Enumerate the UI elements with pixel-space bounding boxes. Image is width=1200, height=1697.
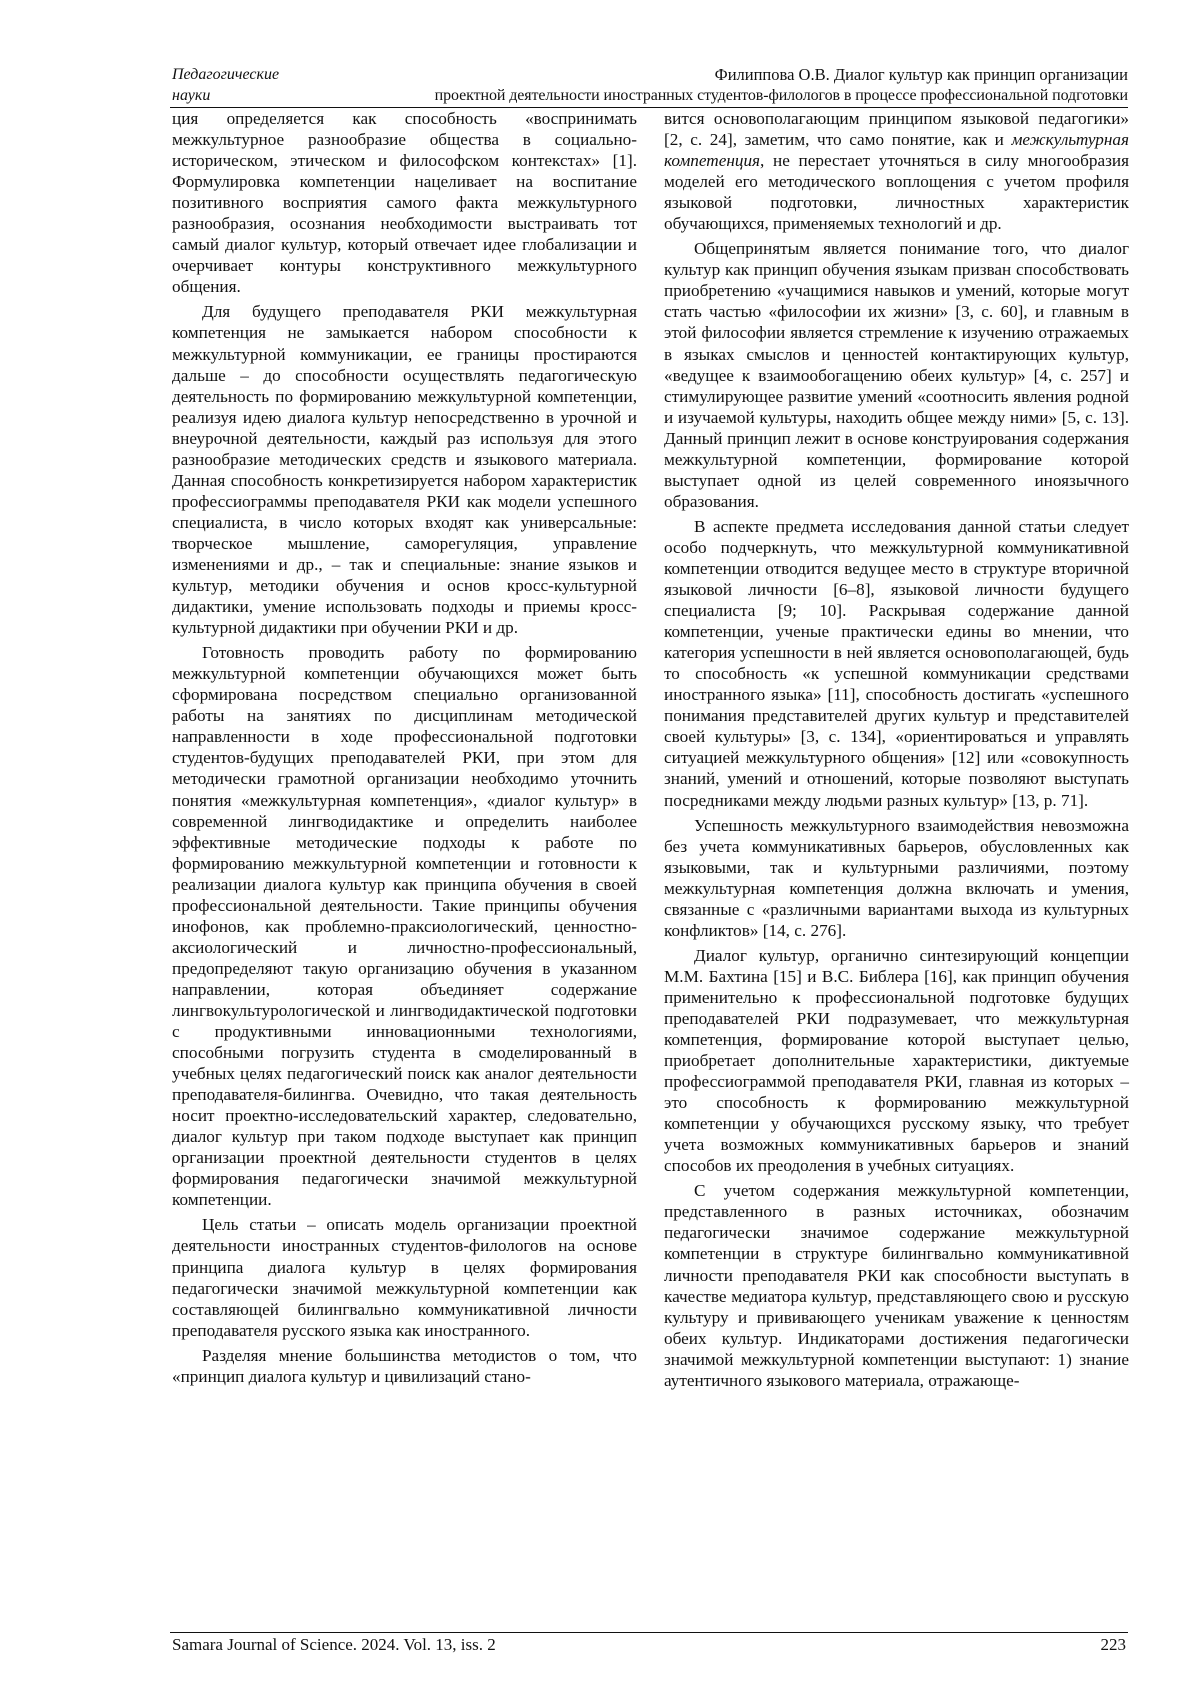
emphasized-term: межкультурная компетенция: [664, 130, 1129, 171]
paragraph: Общепринятым является понимание того, что диалог культур как принцип обучения языкам призван способствовать приобретению «учащимися навыков и умений, которые могут стать частью «философии их жизни» [3, с. 60], и главным в этой философии является стремление к изучению отражаемых в языках смыслов и ценностей контактирующих культур, «ведущее к взаимообогащению обеих культур» [4, с. 257] и стимулирующее развитие умений «соотносить явления родной и изучаемой культуры, находить общее между ними» [5, с. 13]. Данный принцип лежит в основе конструирования содержания межкультурной компетенции, формирование которой выступает одной из целей современного иноязычного образования.: [664, 239, 1129, 511]
paragraph: Успешность межкультурного взаимодействия невозможна без учета коммуникативных барьеров, обусловленных как языковыми, так и культурными различиями, поэтому межкультурная компетенция должна включать и умения, связанные с «различными вариантами выхода из культурных конфликтов» [14, с. 276].: [664, 815, 1129, 940]
right-column: [664, 108, 1129, 1395]
header-section-line1: Педагогические: [172, 66, 280, 83]
paragraph: Диалог культур, органично синтезирующий концепции М.М. Бахтина [15] и В.С. Библера [16], как принцип обучения применительно к профессиональной подготовке будущих преподавателей РКИ подразумевает, что межкультурная компетенция, формирование которой выступает целью, приобретает дополнительные характеристики, диктуемые профессиограммой преподавателя РКИ, главная из которых – это способность к формированию межкультурной компетенции у обучающихся русскому языку, что требует учета возможных коммуникативных барьеров и знаний способов их преодоления в учебных ситуациях.: [664, 945, 1129, 1176]
paragraph-text: вится основополагающим принципом языковой педагогики» [2, с. 24], заметим, что само понятие, как и: [664, 109, 1129, 150]
paragraph: [664, 108, 1129, 234]
paragraph: Цель статьи – описать модель организации проектной деятельности иностранных студентов-филологов на основе принципа диалога культур в целях формирования педагогически значимой межкультурной компетенции как составляющей билингвально коммуникативной личности преподавателя русского языка как иностранного.: [172, 1215, 637, 1340]
header-author-title-line2: проектной деятельности иностранных студентов-филологов в процессе профессиональной подготовки: [434, 87, 1128, 104]
left-column: [172, 108, 637, 1391]
header-author-title-line1: Филиппова О.В. Диалог культур как принцип организации: [714, 65, 1128, 84]
footer-journal-citation: Samara Journal of Science. 2024. Vol. 13, iss. 2: [172, 1635, 496, 1654]
page-number: 223: [1100, 1635, 1126, 1654]
footer-divider: [170, 1632, 1128, 1633]
header-section-line2: науки: [172, 87, 211, 104]
paragraph: С учетом содержания межкультурной компетенции, представленного в разных источниках, обозначим педагогически значимое содержание межкультурной компетенции в структуре билингвально коммуникативной личности преподавателя РКИ как способности выступать в качестве медиатора культур, представляющего свою и русскую культуру и прививающего ученикам уважение к ценностям обеих культур. Индикаторами достижения педагогически значимой межкультурной компетенции выступают: 1) знание аутентичного языкового материала, отражающе-: [664, 1181, 1129, 1390]
header-article-title: [248, 64, 1128, 106]
paragraph-text: , не перестает уточняться в силу многообразия моделей его методического воплощения с учетом профиля языковой подготовки, личностных характеристик обучающихся, применяемых технологий и др.: [664, 151, 1129, 234]
paragraph: Разделяя мнение большинства методистов о том, что «принцип диалога культур и цивилизаций стано-: [172, 1345, 637, 1386]
paragraph: ция определяется как способность «воспринимать межкультурное разнообразие общества в социально-историческом, этическом и философском контекстах» [1]. Формулировка компетенции нацеливает на воспитание позитивного восприятия самого факта межкультурного разнообразия, осознания необходимости выстраивать тот самый диалог культур, который отвечает идее глобализации и очерчивает контуры конструктивного межкультурного общения.: [172, 109, 637, 297]
paragraph: Готовность проводить работу по формированию межкультурной компетенции обучающихся может быть сформирована посредством специально организованной работы на занятиях по дисциплинам методической направленности в ходе профессиональной подготовки студентов-будущих преподавателей РКИ, при этом для методически грамотной организации необходимо уточнить понятия «межкультурная компетенция», «диалог культур» в современной лингводидактике и определить наиболее эффективные методические подходы к работе по формированию межкультурной компетенции и готовности к реализации диалога культур как принципа обучения в своей профессиональной деятельности. Такие принципы обучения инофонов, как проблемно-праксиологический, ценностно-аксиологический и личностно-профессиональный, предопределяют такую организацию обучения в указанном направлении, которая объединяет содержание лингвокультурологической и лингводидактической подготовки с продуктивными инновационными технологиями, способными погрузить студента в смоделированный в учебных целях педагогический поиск как аналог деятельности преподавателя-билингва. Очевидно, что такая деятельность носит проектно-исследовательский характер, следовательно, диалог культур при таком подходе выступает как принцип организации проектной деятельности студентов в целях формирования педагогически значимой межкультурной компетенции.: [172, 643, 637, 1210]
paragraph: Для будущего преподавателя РКИ межкультурная компетенция не замыкается набором способности к межкультурной коммуникации, ее границы простираются дальше – до способности осуществлять педагогическую деятельность по формированию межкультурной компетенции, реализуя идею диалога культур непосредственно в урочной и внеурочной деятельности, каждый раз используя для этого разнообразие методических средств и языкового материала. Данная способность конкретизируется набором характеристик профессиограммы преподавателя РКИ как модели успешного специалиста, в число которых входят как универсальные: творческое мышление, саморегуляция, управление изменениями и др., – так и специальные: знание языков и культур, методики обучения и основ кросс-культурной дидактики, умение использовать подходы и приемы кросс-культурной дидактики при обучении РКИ и др.: [172, 302, 637, 638]
paragraph: В аспекте предмета исследования данной статьи следует особо подчеркнуть, что межкультурной коммуникативной компетенции отводится ведущее место в структуре вторичной языковой личности [6–8], языковой личности будущего специалиста [9; 10]. Раскрывая содержание данной компетенции, ученые практически едины во мнении, что категория успешности в ней является основополагающей, будь то способность «к успешной коммуникации средствами иностранного языка» [11], способность достигать «успешного понимания представителей других культур и представителей своей культуры» [3, с. 134], «ориентироваться и управлять ситуацией межкультурного общения» [12] или «совокупность знаний, умений и отношений, которые позволяют выступать посредниками между людьми разных культур» [13, p. 71].: [664, 516, 1129, 810]
